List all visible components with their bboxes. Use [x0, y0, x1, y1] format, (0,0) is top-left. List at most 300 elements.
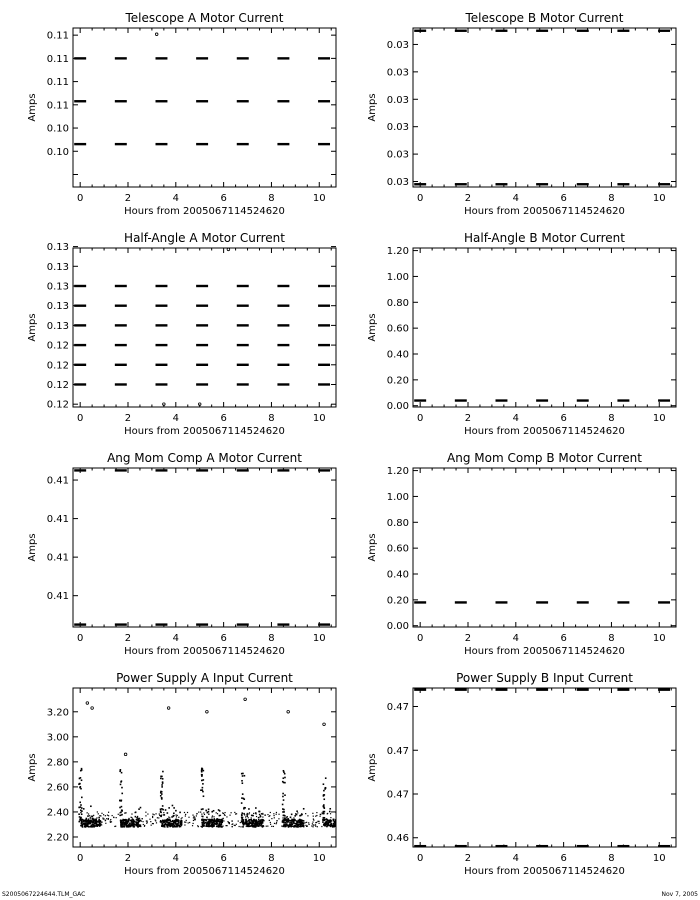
data-point [330, 822, 331, 823]
data-point [303, 824, 304, 825]
data-point [175, 814, 176, 815]
x-tick-label: 8 [268, 633, 275, 644]
data-point [188, 822, 189, 823]
data-point [192, 823, 193, 824]
data-point [340, 823, 342, 825]
data-point [172, 821, 174, 823]
x-tick-label: 6 [220, 193, 227, 204]
data-point [181, 818, 182, 819]
y-tick-label: 0.47 [386, 702, 409, 714]
data-point [196, 815, 197, 816]
data-point [142, 821, 143, 822]
data-point [86, 824, 87, 825]
data-point [171, 823, 172, 824]
data-point [88, 818, 89, 819]
data-point [196, 813, 197, 814]
data-point [192, 825, 193, 826]
data-point [282, 781, 284, 783]
data-point [137, 822, 139, 824]
data-point [137, 824, 138, 825]
x-tick-label: 2 [124, 633, 132, 644]
data-point [146, 823, 147, 824]
data-point [118, 814, 119, 815]
data-point [339, 824, 341, 826]
data-point [203, 820, 204, 821]
data-point [313, 820, 314, 821]
data-point [155, 819, 156, 820]
x-tick-label: 10 [312, 633, 326, 644]
data-point [78, 821, 80, 823]
y-tick-label: 0.11 [46, 30, 69, 42]
data-point [255, 821, 256, 822]
data-point [298, 824, 299, 825]
data-point [234, 825, 235, 826]
data-point [284, 777, 286, 779]
x-tick-label: 2 [124, 413, 132, 424]
y-tick-label: 0.40 [386, 349, 409, 361]
data-point [265, 814, 266, 815]
data-point [80, 825, 82, 827]
data-point [287, 825, 288, 826]
y-tick-label: 0.80 [386, 297, 409, 309]
data-point [201, 774, 203, 776]
x-tick-label: 6 [560, 853, 567, 864]
data-point [83, 820, 85, 822]
data-point [204, 814, 205, 815]
data-point [243, 824, 245, 826]
data-point [86, 823, 88, 825]
x-tick-label: 2 [464, 633, 472, 644]
data-point [121, 772, 123, 774]
data-point [209, 824, 210, 825]
data-point [324, 820, 325, 821]
data-point [248, 826, 250, 828]
data-point [141, 820, 142, 821]
data-point [341, 822, 343, 824]
data-point [323, 790, 325, 792]
data-point [250, 821, 251, 822]
data-point [316, 815, 317, 816]
data-point [224, 814, 225, 815]
data-point [231, 820, 232, 821]
data-point [244, 814, 245, 815]
data-point [290, 817, 292, 819]
data-point [161, 822, 162, 823]
data-point [152, 816, 153, 817]
data-point [176, 816, 177, 817]
data-point [332, 826, 334, 828]
data-point [162, 771, 164, 773]
data-point [185, 815, 186, 816]
data-point [121, 810, 123, 812]
data-point [177, 825, 178, 826]
data-point [120, 815, 121, 816]
data-point [188, 817, 189, 818]
data-point [201, 820, 202, 821]
data-point [80, 812, 81, 813]
data-point [323, 783, 325, 785]
data-point [131, 822, 132, 823]
data-point [263, 826, 264, 827]
data-point [173, 816, 174, 817]
data-point [242, 826, 243, 827]
data-point [87, 821, 88, 822]
data-point [338, 819, 340, 821]
data-point [342, 812, 344, 814]
data-point [284, 782, 286, 784]
y-tick-label: 0.03 [386, 122, 409, 134]
data-point [223, 813, 224, 814]
data-point [147, 822, 148, 823]
x-tick-label: 10 [312, 853, 326, 864]
data-point [213, 810, 215, 812]
data-point [160, 791, 162, 793]
data-point [175, 826, 177, 828]
data-point [90, 805, 92, 807]
data-point [120, 769, 122, 771]
y-axis-label: Amps [367, 313, 378, 342]
data-point [132, 818, 133, 819]
x-tick-label: 0 [416, 633, 424, 644]
outlier-point [91, 707, 94, 710]
data-point [246, 822, 247, 823]
data-point [241, 802, 243, 804]
data-point [245, 823, 247, 825]
data-point [116, 817, 117, 818]
data-point [189, 822, 190, 823]
x-tick-label: 2 [124, 853, 132, 864]
data-point [327, 813, 328, 814]
x-axis-label: Hours from 2005067114524620 [124, 646, 285, 657]
outlier-point [86, 702, 89, 705]
data-point [83, 808, 85, 810]
data-point [140, 826, 141, 827]
data-point [92, 820, 94, 822]
y-tick-label: 0.03 [386, 94, 409, 106]
data-point [315, 822, 316, 823]
data-point [101, 822, 102, 823]
data-point [82, 825, 84, 827]
y-tick-label: 0.11 [46, 53, 69, 65]
chart-panel [367, 451, 676, 657]
data-point [342, 824, 344, 826]
data-point [151, 825, 152, 826]
data-point [138, 819, 139, 820]
data-point [303, 808, 305, 810]
data-point [110, 822, 111, 823]
data-point [108, 815, 109, 816]
data-point [318, 823, 319, 824]
data-point [226, 816, 227, 817]
data-point [302, 820, 304, 822]
chart-title: Power Supply B Input Current [456, 671, 633, 685]
footer-filename: S2005067224644.TLM_GAC [2, 891, 86, 898]
data-point [160, 820, 161, 821]
data-point [152, 817, 153, 818]
data-point [255, 826, 257, 828]
plot-frame [413, 248, 676, 407]
data-point [248, 817, 249, 818]
data-point [223, 818, 224, 819]
data-point [206, 817, 208, 819]
data-point [203, 822, 205, 824]
data-point [243, 807, 245, 809]
data-point [202, 787, 204, 789]
x-tick-label: 6 [560, 193, 567, 204]
data-point [258, 811, 260, 813]
y-tick-label: 2.80 [46, 757, 69, 769]
data-point [132, 821, 134, 823]
data-point [248, 823, 249, 824]
data-point [211, 817, 212, 818]
y-axis-label: Amps [367, 753, 378, 782]
plot-frame [73, 248, 336, 407]
x-tick-label: 10 [312, 413, 326, 424]
data-point [231, 824, 232, 825]
data-point [307, 825, 308, 826]
data-point [246, 826, 247, 827]
data-point [201, 771, 203, 773]
data-point [93, 815, 94, 816]
data-point [282, 804, 284, 806]
data-point [343, 825, 345, 827]
data-point [291, 826, 292, 827]
data-point [108, 819, 109, 820]
data-point [297, 812, 298, 813]
data-point [87, 815, 89, 817]
data-point [217, 813, 218, 814]
x-tick-label: 4 [172, 193, 179, 204]
data-point [121, 806, 123, 808]
data-point [80, 819, 81, 820]
data-point [241, 820, 243, 822]
data-point [276, 814, 277, 815]
data-point [161, 784, 163, 786]
data-point [160, 810, 162, 812]
data-point [312, 826, 313, 827]
y-tick-label: 0.10 [46, 146, 69, 158]
y-axis-label: Amps [367, 533, 378, 562]
outlier-point [155, 33, 158, 36]
data-point [172, 805, 174, 807]
y-axis-label: Amps [27, 533, 38, 562]
data-point [273, 826, 274, 827]
data-point [337, 823, 339, 825]
x-tick-label: 8 [268, 413, 275, 424]
y-tick-label: 0.47 [386, 789, 409, 801]
data-point [192, 815, 193, 816]
data-point [94, 823, 96, 825]
data-point [326, 821, 328, 823]
x-tick-label: 2 [124, 193, 132, 204]
data-point [326, 818, 328, 820]
data-point [294, 819, 296, 821]
data-point [210, 819, 211, 820]
data-point [339, 821, 341, 823]
chart-title: Half-Angle B Motor Current [464, 231, 625, 245]
data-point [243, 813, 245, 815]
data-point [198, 826, 199, 827]
data-series [74, 248, 330, 405]
data-point [252, 815, 254, 817]
x-tick-label: 2 [464, 413, 472, 424]
data-point [281, 826, 282, 827]
x-tick-label: 10 [652, 633, 666, 644]
data-point [210, 820, 211, 821]
data-point [135, 812, 136, 813]
data-point [101, 813, 102, 814]
data-point [333, 819, 335, 821]
data-point [216, 822, 218, 824]
data-point [341, 820, 343, 822]
x-tick-label: 8 [608, 193, 615, 204]
data-point [338, 821, 340, 823]
data-point [343, 824, 345, 826]
data-point [79, 802, 81, 804]
data-point [308, 824, 309, 825]
data-point [136, 817, 138, 819]
x-axis-label: Hours from 2005067114524620 [124, 426, 285, 437]
data-point [220, 815, 221, 816]
data-point [161, 797, 163, 799]
data-point [168, 807, 170, 809]
data-point [258, 821, 259, 822]
data-point [80, 817, 82, 819]
data-point [201, 814, 202, 815]
data-point [165, 809, 167, 811]
data-point [78, 813, 80, 815]
data-point [270, 824, 271, 825]
data-point [84, 823, 86, 825]
data-point [231, 812, 232, 813]
data-point [163, 812, 164, 813]
data-point [242, 775, 244, 777]
data-point [177, 823, 178, 824]
data-point [283, 809, 285, 811]
data-point [209, 826, 210, 827]
data-point [270, 822, 271, 823]
data-point [271, 826, 272, 827]
data-point [341, 822, 343, 824]
data-point [330, 825, 331, 826]
y-tick-label: 0.03 [386, 39, 409, 51]
data-point [305, 813, 306, 814]
data-point [243, 822, 244, 823]
data-point [261, 813, 262, 814]
x-axis-label: Hours from 2005067114524620 [464, 426, 625, 437]
data-point [333, 826, 335, 828]
x-tick-label: 6 [220, 853, 227, 864]
data-point [94, 819, 95, 820]
data-point [215, 820, 217, 822]
data-point [217, 825, 219, 827]
plot-frame [73, 468, 336, 627]
data-point [312, 813, 313, 814]
data-point [313, 818, 314, 819]
y-tick-label: 2.60 [46, 782, 69, 794]
x-tick-label: 4 [512, 193, 519, 204]
data-point [88, 821, 89, 822]
data-point [342, 826, 344, 828]
data-point [184, 821, 185, 822]
data-point [207, 812, 208, 813]
data-point [248, 808, 250, 810]
outlier-point [227, 248, 230, 251]
data-point [145, 815, 146, 816]
x-tick-label: 4 [172, 853, 179, 864]
data-point [239, 826, 240, 827]
data-point [291, 819, 292, 820]
data-point [96, 817, 97, 818]
plot-frame [73, 28, 336, 187]
data-point [238, 820, 239, 821]
data-point [95, 819, 96, 820]
data-point [243, 798, 245, 800]
data-point [338, 820, 340, 822]
data-point [219, 819, 221, 821]
y-tick-label: 0.20 [386, 375, 409, 387]
data-point [168, 816, 169, 817]
data-point [343, 824, 345, 826]
data-point [108, 812, 109, 813]
data-point [180, 824, 182, 826]
data-point [296, 826, 298, 828]
data-point [338, 822, 340, 824]
data-point [326, 825, 327, 826]
data-point [338, 821, 340, 823]
data-point [312, 823, 313, 824]
data-point [114, 826, 115, 827]
data-point [260, 815, 261, 816]
data-point [258, 817, 260, 819]
data-point [282, 796, 284, 798]
data-point [168, 820, 169, 821]
data-point [120, 820, 122, 822]
data-point [172, 825, 174, 827]
data-point [167, 818, 168, 819]
data-point [99, 824, 100, 825]
data-point [339, 822, 341, 824]
data-point [179, 824, 181, 826]
y-tick-label: 0.11 [46, 77, 69, 89]
y-tick-label: 0.47 [386, 745, 409, 757]
data-point [208, 811, 210, 813]
data-point [162, 822, 164, 824]
data-point [128, 820, 129, 821]
data-point [219, 823, 220, 824]
data-point [133, 826, 134, 827]
data-point [337, 820, 339, 822]
data-point [321, 812, 322, 813]
data-point [342, 826, 344, 828]
data-point [96, 820, 97, 821]
data-point [186, 820, 187, 821]
data-point [107, 815, 108, 816]
x-tick-label: 0 [416, 413, 424, 424]
data-point [305, 825, 306, 826]
chart-panel [367, 671, 676, 877]
data-point [253, 813, 254, 814]
outlier-point [167, 707, 170, 710]
data-point [299, 815, 301, 817]
outlier-point [163, 403, 166, 406]
data-point [259, 824, 261, 826]
plot-frame [413, 688, 676, 847]
data-point [173, 812, 175, 814]
data-point [338, 822, 340, 824]
data-point [341, 819, 343, 821]
data-point [240, 826, 241, 827]
